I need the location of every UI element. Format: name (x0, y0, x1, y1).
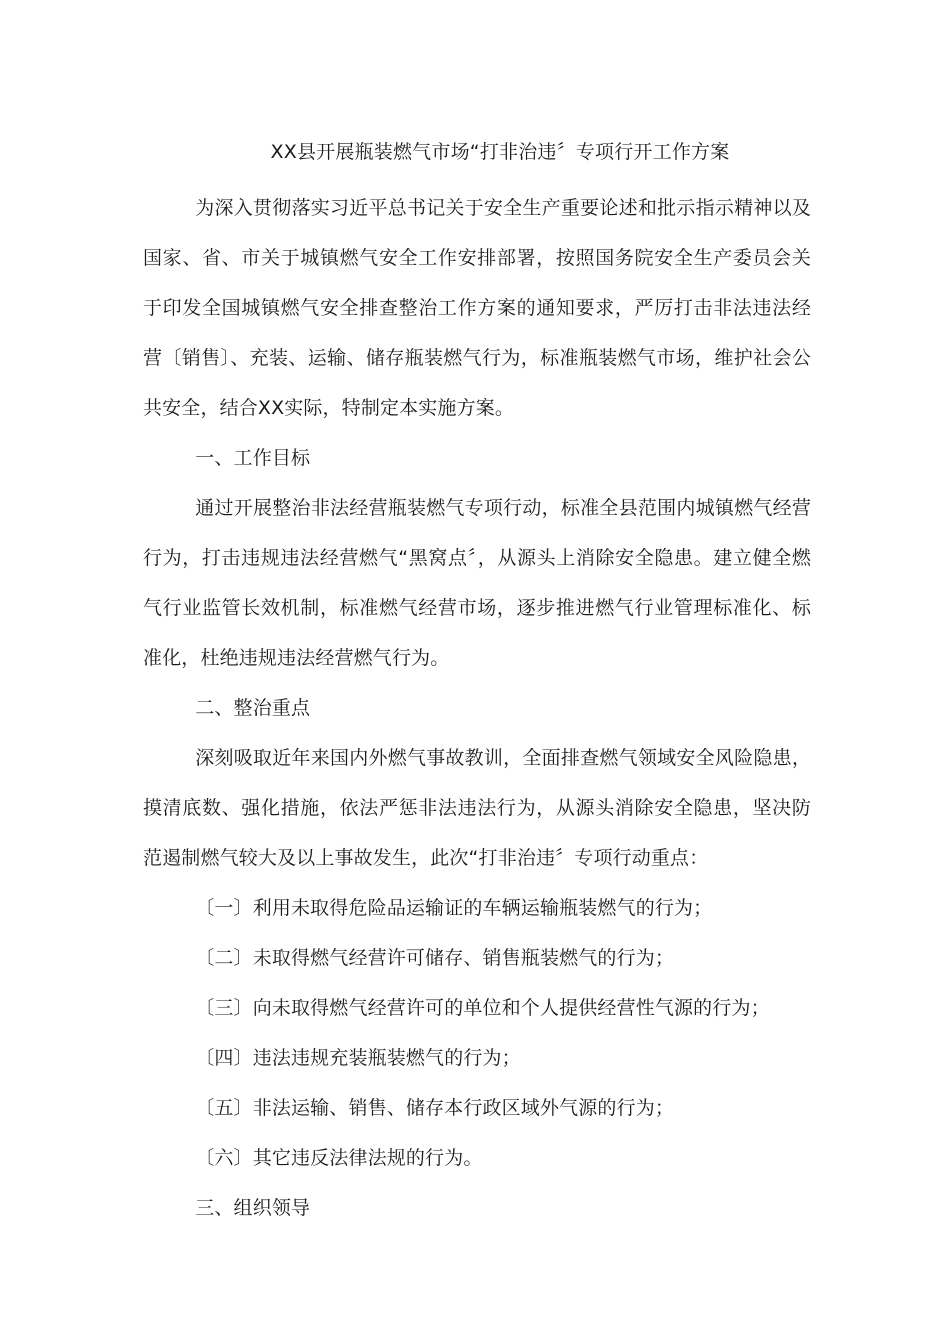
section-heading-2: 二、整治重点 (195, 697, 311, 719)
section-heading-3: 三、组织领导 (195, 1197, 311, 1219)
document-body (143, 183, 811, 1233)
focus-item-5: 〔五〕非法运输、销售、储存本行政区域外气源的行为； (195, 1097, 675, 1119)
focus-paragraph: 深刻吸取近年来国内外燃气事故教训，全面排查燃气领域安全风险隐患，摸清底数、强化措施，依法严惩非法违法行为，从源头消除安全隐患，坚决防范遏制燃气较大及以上事故发生，此次“打非治违〞专项行动重点： (143, 747, 811, 869)
goal-paragraph: 通过开展整治非法经营瓶装燃气专项行动，标准全县范围内城镇燃气经营行为，打击违规违法经营燃气“黑窝点〞，从源头上消除安全隐患。建立健全燃气行业监管长效机制，标准燃气经营市场，逐步推进燃气行业管理标准化、标准化，杜绝违规违法经营燃气行为。 (143, 497, 811, 669)
intro-paragraph: 为深入贯彻落实习近平总书记关于安全生产重要论述和批示指示精神以及国家、省、市关于城镇燃气安全工作安排部署，按照国务院安全生产委员会关于印发全国城镇燃气安全排查整治工作方案的通知要求，严厉打击非法违法经营〔销售〕、充装、运输、储存瓶装燃气行为，标准瓶装燃气市场，维护社会公共安全，结合XX实际，特制定本实施方案。 (143, 197, 811, 419)
focus-item-6: 〔六〕其它违反法律法规的行为。 (195, 1147, 483, 1169)
focus-item-4: 〔四〕违法违规充装瓶装燃气的行为； (195, 1047, 521, 1069)
focus-item-1: 〔一〕利用未取得危险品运输证的车辆运输瓶装燃气的行为； (195, 897, 713, 919)
document-title: XX县开展瓶装燃气市场“打非治违〞专项行开工作方案 (270, 141, 730, 163)
section-heading-1: 一、工作目标 (195, 447, 311, 469)
focus-item-2: 〔二〕未取得燃气经营许可储存、销售瓶装燃气的行为； (195, 947, 675, 969)
focus-item-3: 〔三〕向未取得燃气经营许可的单位和个人提供经营性气源的行为； (195, 997, 770, 1019)
